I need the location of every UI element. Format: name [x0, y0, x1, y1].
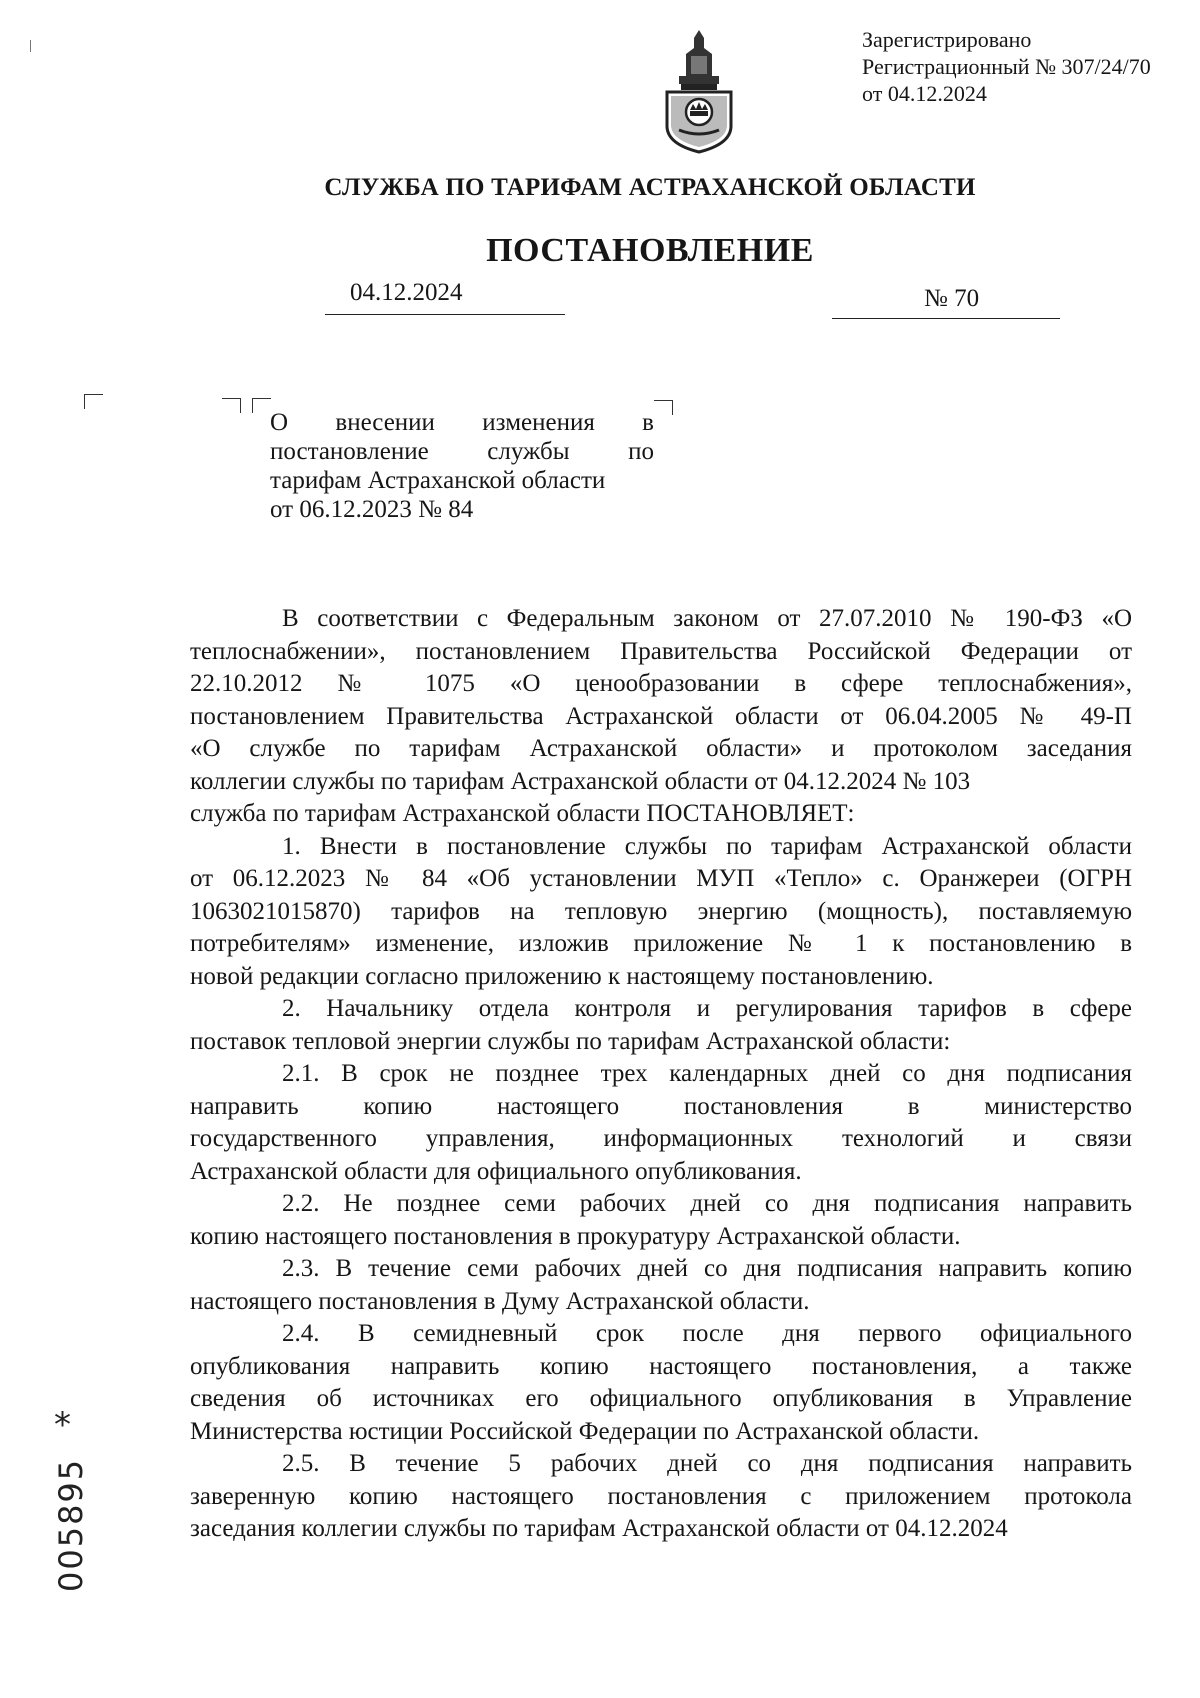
scan-margin-mark [30, 40, 31, 52]
subject-line: О внесении изменения в [270, 409, 654, 436]
subject-line: от 06.12.2023 № 84 [270, 496, 474, 523]
body-line: 2.3. В течение семи рабочих дней со дня подписания направить копию [282, 1255, 1132, 1282]
document-date: 04.12.2024 [350, 279, 463, 306]
body-line: потребителям» изменение, изложив приложение № 1 к постановлению в [190, 930, 1132, 957]
subject-line: тарифам Астраханской области [270, 467, 606, 494]
margin-barcode-number: 005895 [52, 1457, 90, 1592]
agency-name: СЛУЖБА ПО ТАРИФАМ АСТРАХАНСКОЙ ОБЛАСТИ [324, 174, 976, 201]
body-line: коллегии службы по тарифам Астраханской области от 04.12.2024 № 103 [190, 767, 971, 795]
document-date-field [325, 276, 565, 315]
body-line: сведения об источниках его официального опубликования в Управление [190, 1385, 1132, 1412]
body-line: 2. Начальнику отдела контроля и регулирования тарифов в сфере [282, 995, 1132, 1022]
body-line: теплоснабжении», постановлением Правительства Российской Федерации от [190, 637, 1132, 665]
margin-corner-bracket [654, 400, 673, 415]
body-line: поставок тепловой энергии службы по тарифам Астраханской области: [190, 1027, 951, 1055]
body-line: 22.10.2012 № 1075 «О ценообразовании в сфере теплоснабжения», [190, 670, 1132, 697]
body-line: новой редакции согласно приложению к настоящему постановлению. [190, 962, 934, 990]
body-line: настоящего постановления в Думу Астраханской области. [190, 1287, 810, 1315]
body-line: направить копию настоящего постановления в министерство [190, 1092, 1132, 1120]
body-line: государственного управления, информационных технологий и связи [190, 1125, 1132, 1152]
registration-number: Регистрационный № 307/24/70 [862, 54, 1151, 79]
body-line: от 06.12.2023 № 84 «Об установлении МУП «Тепло» с. Оранжереи (ОГРН [190, 865, 1132, 892]
margin-corner-bracket [84, 394, 103, 409]
coat-of-arms-emblem [657, 26, 741, 154]
document-number-field [832, 282, 1060, 319]
body-line: заверенную копию настоящего постановления с приложением протокола [190, 1482, 1132, 1510]
registration-date: от 04.12.2024 [862, 81, 987, 106]
body-line: В соответствии с Федеральным законом от 27.07.2010 № 190-ФЗ «О [282, 605, 1132, 632]
document-body [190, 603, 1132, 1546]
body-line: 1063021015870) тарифов на тепловую энергию (мощность), поставляемую [190, 897, 1132, 925]
margin-star: * [54, 1405, 71, 1445]
body-line: «О службе по тарифам Астраханской области» и протоколом заседания [190, 735, 1132, 762]
body-line: постановлением Правительства Астраханской области от 06.04.2005 № 49-П [190, 702, 1132, 730]
body-line: заседания коллегии службы по тарифам Астраханской области от 04.12.2024 [190, 1515, 1008, 1542]
body-line: Астраханской области для официального опубликования. [190, 1157, 802, 1185]
body-line: 2.5. В течение 5 рабочих дней со дня подписания направить [282, 1450, 1132, 1477]
body-line: 2.4. В семидневный срок после дня первого официального [282, 1320, 1132, 1347]
body-line: Министерства юстиции Российской Федерации по Астраханской области. [190, 1417, 980, 1445]
body-line: опубликования направить копию настоящего постановления, а также [190, 1352, 1132, 1380]
body-line: служба по тарифам Астраханской области ПОСТАНОВЛЯЕТ: [190, 800, 855, 827]
registration-stamp [862, 26, 1151, 107]
margin-corner-bracket [222, 398, 241, 413]
subject-line: постановление службы по [270, 438, 654, 465]
body-line: 2.1. В срок не позднее трех календарных дней со дня подписания [282, 1060, 1132, 1087]
registration-status: Зарегистрировано [862, 27, 1032, 52]
body-line: 2.2. Не позднее семи рабочих дней со дня подписания направить [282, 1190, 1132, 1217]
document-number: № 70 [924, 285, 980, 312]
body-line: копию настоящего постановления в прокуратуру Астраханской области. [190, 1222, 961, 1250]
document-type-title: ПОСТАНОВЛЕНИЕ [486, 232, 814, 269]
margin-corner-bracket [252, 398, 271, 413]
document-subject [270, 408, 654, 524]
body-line: 1. Внести в постановление службы по тарифам Астраханской области [282, 832, 1132, 860]
